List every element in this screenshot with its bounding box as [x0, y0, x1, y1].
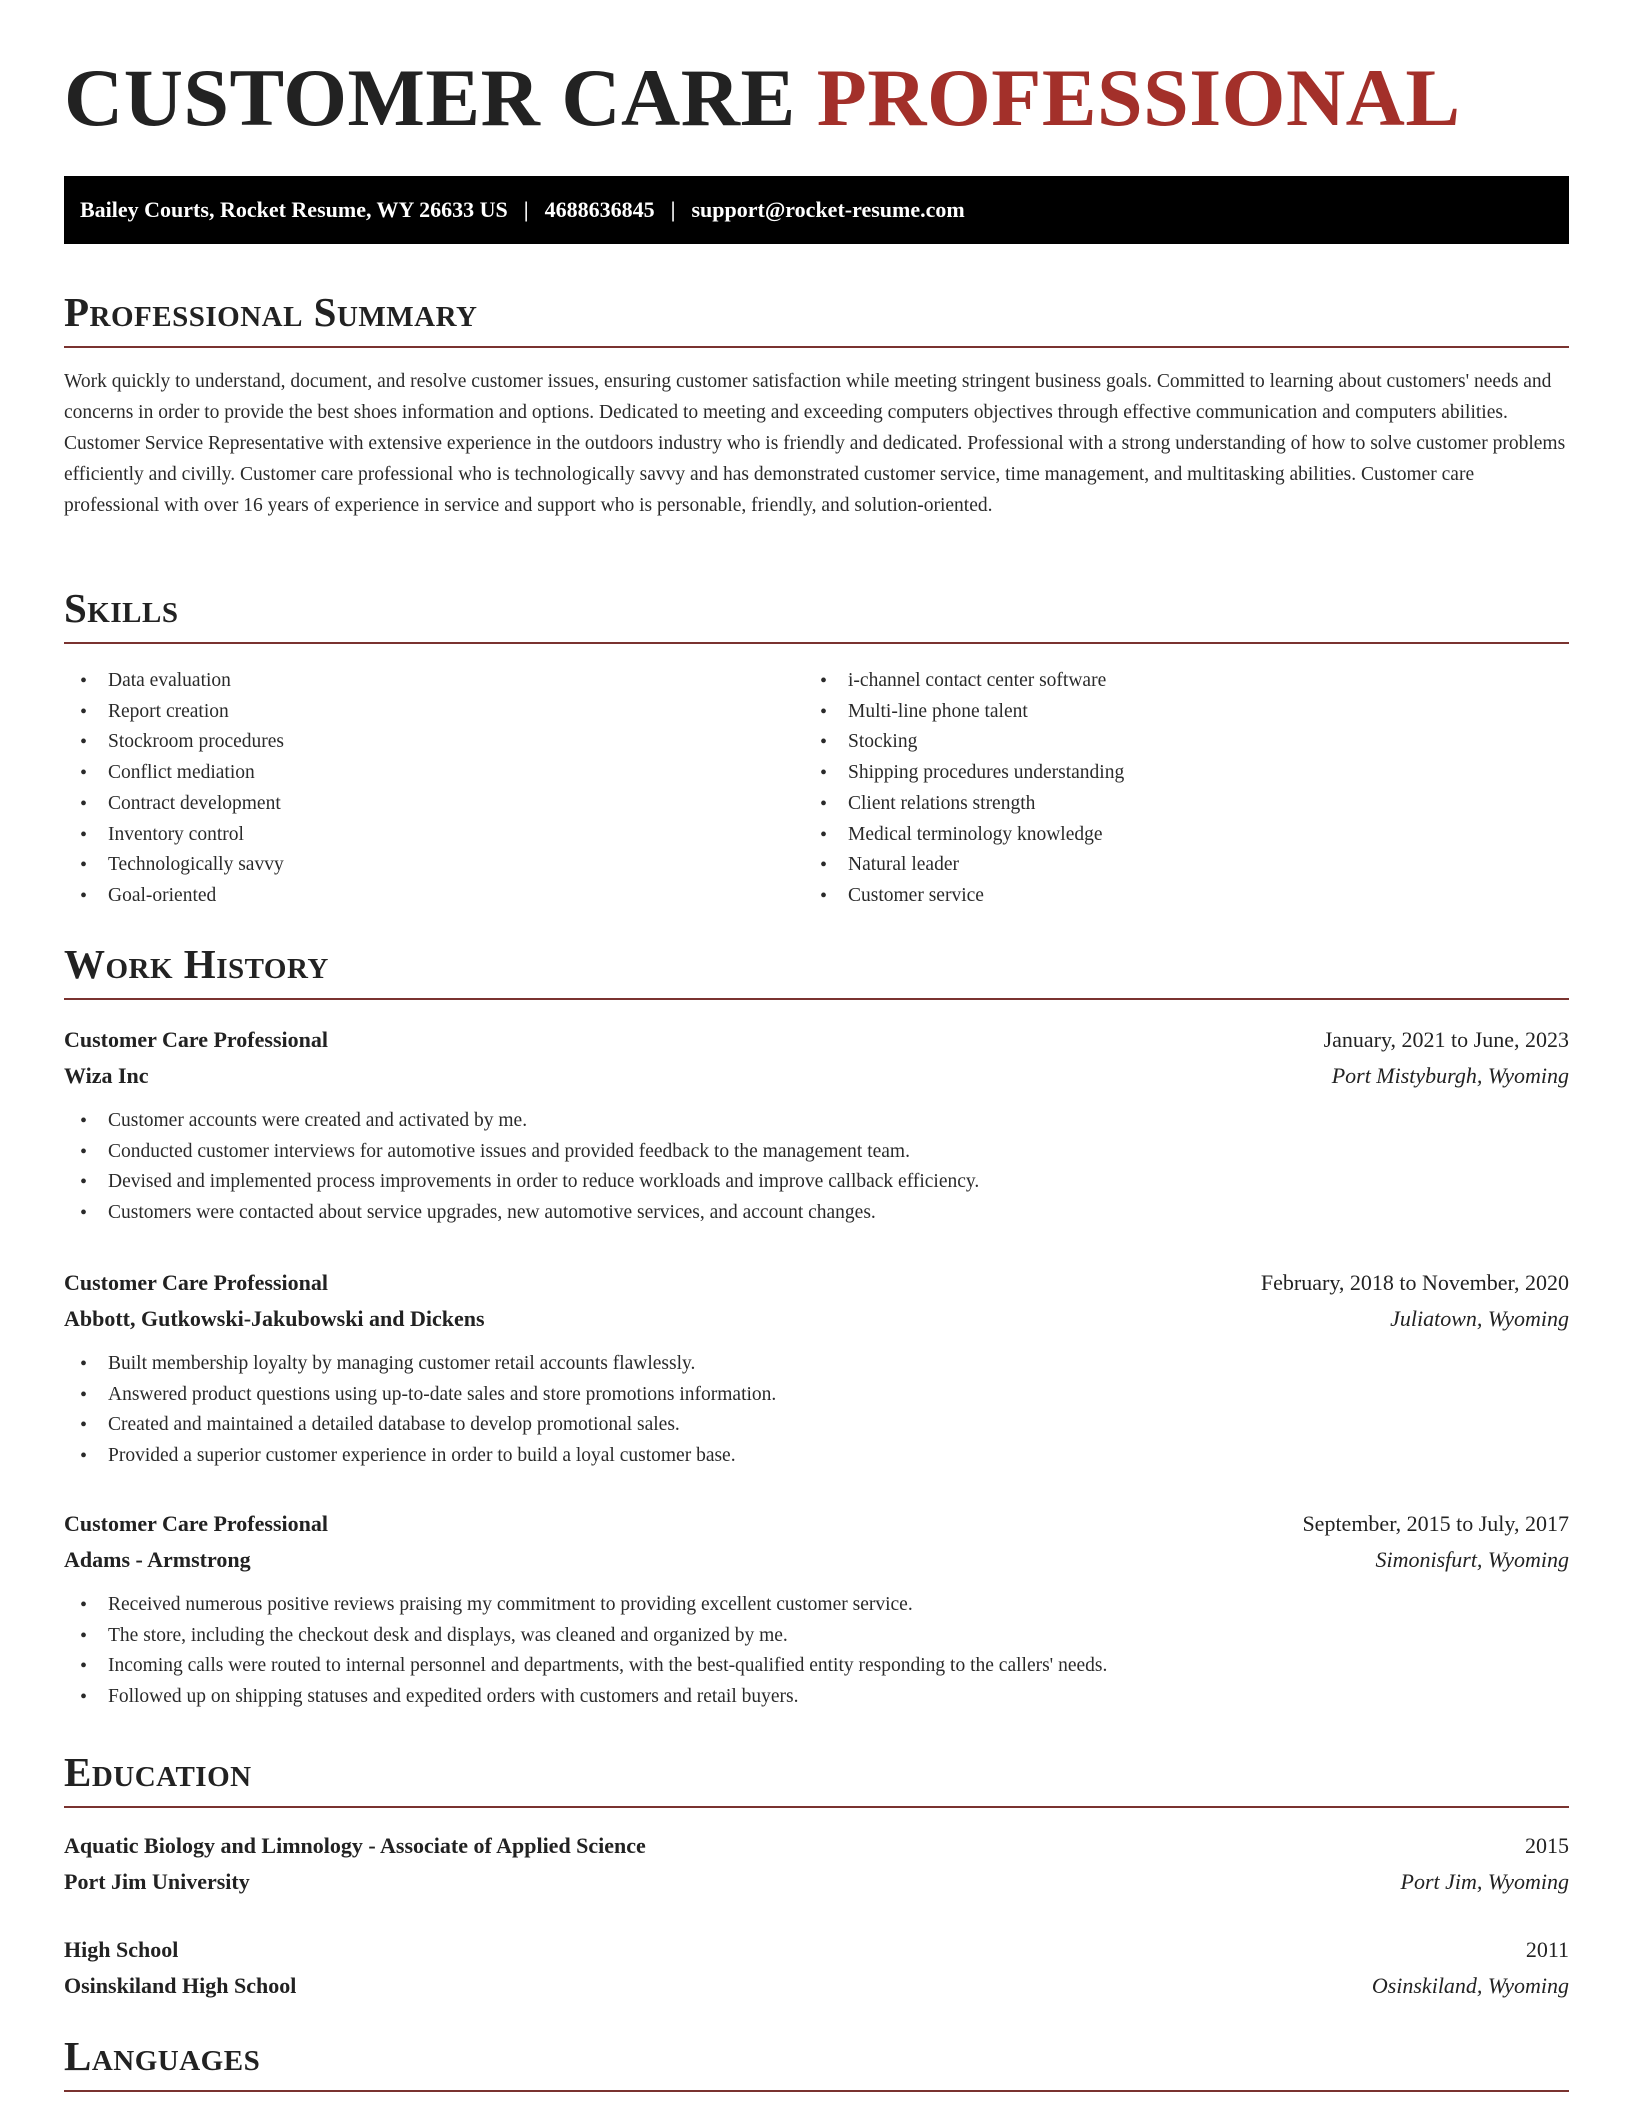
work-entry: [64, 1506, 1569, 1713]
summary-text: Work quickly to understand, document, and resolve customer issues, ensuring customer satisfaction while meeting stringent business goals. Committed to learning about customers' needs and concerns in order to provide the best shoes information and options. Dedicated to meeting and exceeding computers objectives through effective communication and computers abilities. Customer Service Representative with extensive experience in the outdoors industry who is friendly and dedicated. Professional with a strong understanding of how to solve customer problems efficiently and civilly. Customer care professional who is technologically savvy and has demonstrated customer service, time management, and multitasking abilities. Customer care professional with over 16 years of experience in service and support who is personable, friendly, and solution-oriented.: [64, 371, 1566, 516]
job-bullet: • Followed up on shipping statuses and expedited orders with customers and retail buyers.: [64, 1682, 1569, 1713]
education-entry-row: [64, 1864, 1569, 1900]
work-entry-row: [64, 1506, 1569, 1542]
job-bullet: • Provided a superior customer experience in order to build a loyal customer base.: [64, 1441, 1569, 1472]
job-location: Port Mistyburgh, Wyoming: [1331, 1063, 1569, 1088]
education-entry-row: [64, 1968, 1569, 2004]
skill-item: • Customer service: [804, 881, 1124, 912]
section-header-summary: [64, 288, 1569, 348]
job-location: Simonisfurt, Wyoming: [1375, 1547, 1569, 1572]
skills-list-right: [804, 666, 1124, 912]
education-entry-row: [64, 1828, 1569, 1864]
contact-bar: [64, 176, 1569, 244]
section-title-skills: Skills: [64, 585, 179, 631]
skill-item: • Medical terminology knowledge: [804, 820, 1124, 851]
title-part1: CUSTOMER CARE: [64, 52, 796, 143]
company-name: Wiza Inc: [64, 1063, 149, 1088]
job-bullet: • Incoming calls were routed to internal personnel and departments, with the best-qualified entity responding to the callers' needs.: [64, 1651, 1569, 1682]
job-bullet: • Built membership loyalty by managing customer retail accounts flawlessly.: [64, 1349, 1569, 1380]
job-title: Customer Care Professional: [64, 1027, 328, 1052]
work-entry-row: [64, 1058, 1569, 1094]
skill-item: • Data evaluation: [64, 666, 284, 697]
work-entry: [64, 1265, 1569, 1472]
degree-name: High School: [64, 1937, 179, 1962]
job-bullets: [64, 1349, 1569, 1472]
contact-address: Bailey Courts, Rocket Resume, WY 26633 US: [80, 197, 508, 222]
school-name: Port Jim University: [64, 1869, 250, 1894]
school-name: Osinskiland High School: [64, 1973, 297, 1998]
job-dates: September, 2015 to July, 2017: [1302, 1511, 1569, 1536]
job-title: Customer Care Professional: [64, 1270, 328, 1295]
skill-item: • Natural leader: [804, 850, 1124, 881]
skill-item: • Stockroom procedures: [64, 727, 284, 758]
job-location: Juliatown, Wyoming: [1390, 1306, 1569, 1331]
job-bullets: [64, 1106, 1569, 1229]
company-name: Adams - Armstrong: [64, 1547, 251, 1572]
company-name: Abbott, Gutkowski-Jakubowski and Dickens: [64, 1306, 485, 1331]
skill-item: • Technologically savvy: [64, 850, 284, 881]
skill-item: • Shipping procedures understanding: [804, 758, 1124, 789]
job-title: Customer Care Professional: [64, 1511, 328, 1536]
work-entry-row: [64, 1542, 1569, 1578]
section-title-summary: Professional Summary: [64, 289, 478, 335]
section-header-skills: [64, 584, 1569, 644]
contact-separator: |: [670, 197, 676, 222]
school-location: Osinskiland, Wyoming: [1371, 1973, 1569, 1998]
work-entry-row: [64, 1022, 1569, 1058]
education-entry: [64, 1828, 1569, 1900]
skills-list-left: [64, 666, 284, 912]
skill-item: • Contract development: [64, 789, 284, 820]
resume-page: [64, 0, 1569, 2079]
job-bullet: • Answered product questions using up-to-date sales and store promotions information.: [64, 1380, 1569, 1411]
section-header-languages: [64, 2032, 1569, 2092]
job-bullet: • Conducted customer interviews for automotive issues and provided feedback to the management team.: [64, 1137, 1569, 1168]
skill-item: • Report creation: [64, 697, 284, 728]
degree-name: Aquatic Biology and Limnology - Associate of Applied Science: [64, 1833, 646, 1858]
contact-phone[interactable]: 4688636845: [544, 197, 655, 222]
contact-email[interactable]: support@rocket-resume.com: [691, 197, 965, 222]
contact-separator: |: [523, 197, 529, 222]
skill-item: • Client relations strength: [804, 789, 1124, 820]
skill-item: • Conflict mediation: [64, 758, 284, 789]
skill-item: • Inventory control: [64, 820, 284, 851]
skill-item: • Multi-line phone talent: [804, 697, 1124, 728]
education-entry-row: [64, 1932, 1569, 1968]
job-bullet: • Created and maintained a detailed database to develop promotional sales.: [64, 1410, 1569, 1441]
education-entry: [64, 1932, 1569, 2004]
skill-item: • i-channel contact center software: [804, 666, 1124, 697]
job-bullet: • Customers were contacted about service upgrades, new automotive services, and account changes.: [64, 1198, 1569, 1229]
skill-item: • Stocking: [804, 727, 1124, 758]
job-dates: February, 2018 to November, 2020: [1260, 1270, 1569, 1295]
job-bullet: • Customer accounts were created and activated by me.: [64, 1106, 1569, 1137]
work-entry: [64, 1022, 1569, 1229]
education-year: 2011: [1525, 1937, 1569, 1962]
job-bullet: • The store, including the checkout desk and displays, was cleaned and organized by me.: [64, 1621, 1569, 1652]
title-part2: PROFESSIONAL: [816, 52, 1461, 143]
job-bullet: • Devised and implemented process improvements in order to reduce workloads and improve callback efficiency.: [64, 1167, 1569, 1198]
school-location: Port Jim, Wyoming: [1400, 1869, 1569, 1894]
work-entry-row: [64, 1301, 1569, 1337]
job-bullets: [64, 1590, 1569, 1713]
job-bullet: • Received numerous positive reviews praising my commitment to providing excellent customer service.: [64, 1590, 1569, 1621]
work-entry-row: [64, 1265, 1569, 1301]
education-year: 2015: [1525, 1833, 1569, 1858]
section-header-education: [64, 1748, 1569, 1808]
section-header-work: [64, 940, 1569, 1000]
section-title-languages: Languages: [64, 2033, 261, 2079]
job-dates: January, 2021 to June, 2023: [1323, 1027, 1569, 1052]
section-title-education: Education: [64, 1749, 252, 1795]
resume-title: [64, 0, 1569, 143]
skill-item: • Goal-oriented: [64, 881, 284, 912]
section-title-work: Work History: [64, 941, 329, 987]
